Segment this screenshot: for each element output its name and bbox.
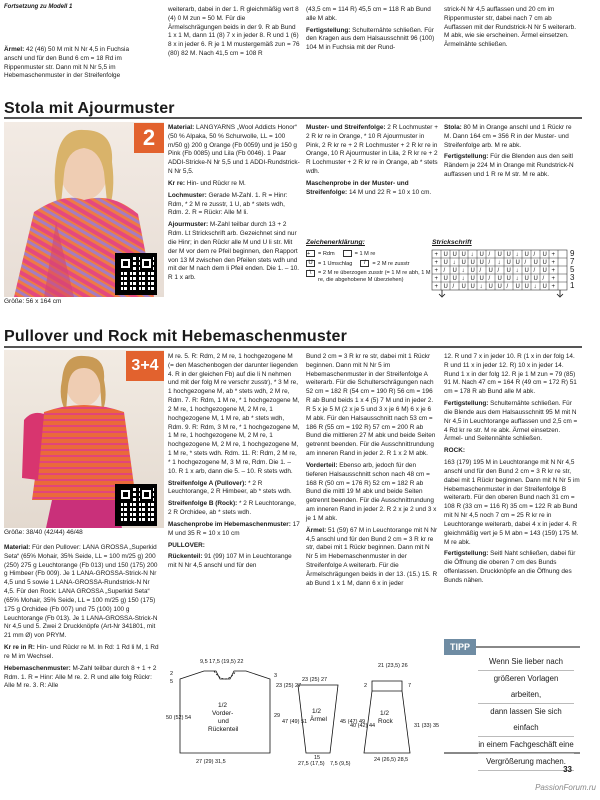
front-back-top-dims: 9,5 17,5 (19,5) 22: [200, 659, 244, 665]
row-label-9: 9: [570, 249, 575, 258]
chart-symbol: +: [551, 276, 556, 283]
paragraph-heading: PULLOVER:: [168, 541, 205, 549]
tipp-line: größeren Vorlagen arbeiten,: [478, 671, 574, 704]
paragraph-text: Hin- und Rückr re M.: [185, 179, 246, 187]
chart-symbol: U: [479, 252, 484, 259]
row-label-1: 1: [570, 281, 575, 290]
sleeve-top: 23 (25) 27: [302, 677, 328, 683]
k2tog-symbol: /: [360, 260, 369, 267]
legend-item-ssk: \ = 2 M re überzogen zusstr (= 1 M re abh, 1 M re, die abgehobene M überziehen): [306, 270, 436, 284]
paragraph-text: * 2 R Leuchtorange, 2 R Himbeer, ab * stets wdh.: [168, 479, 292, 496]
chart-symbol: U: [497, 252, 502, 259]
pullover-col-4: [444, 353, 580, 628]
chart-symbol: /: [542, 276, 545, 283]
stola-col-2: [306, 124, 438, 224]
paragraph-text: M re. 5. R: Rdm, 2 M re, 1 hochgezogene M (= den Maschenbogen der darunter liegenden 4. R in der gleichen Fb) auf die li N nehmen und mit der folg M re verschr zusstr), * 3 M re, 1 hochgezogene M, ab * stets wdh, 2 M re, Rdm. 7. R: Rdm, 1 M re, * 1 hochgezogene M, 2 M re, 1 hochgezogene M, 2 M re, 1 hochgezogene M, 1 M re, ab * stets wdh, Rdm. 9. R: Rdm, 3 M re, * 1 hochgezogene M, 1 M re, 1 hochgezogene M, 2 M re, 1 hochgezogene M, 2 M re, 1 hochgezogene M, 1 M re, * stets wdh. Rdm. 11. R: Rdm, 2 M re, * 1 hochgezogene M, 3 M re, Rdm. Die 1. – 10. R 1 x arb, dann die 5. – 10. R stets wdh.: [168, 353, 300, 475]
chart-symbol: U: [542, 268, 547, 275]
chart-title: Strickschrift: [432, 239, 472, 246]
paragraph-text: 42 (46) 50 M mit N Nr 4,5 in Fuchsia anschl und für den Bund 6 cm = 18 Rd im Rippenmuster str. Dann mit N Nr 5,5 im Hebemaschenmuster in der Streifenfolge: [4, 46, 130, 80]
paragraph-text: (43,5 cm = 114 R) 45,5 cm = 118 R ab Bund alle M abk.: [306, 6, 431, 22]
row-label-3: 3: [570, 273, 575, 282]
paragraph: [168, 553, 300, 571]
paragraph-text: * 2 R Leuchtorange, 2 R Orchidee, ab * stets wdh.: [168, 500, 296, 517]
paragraph: [306, 27, 438, 53]
chart-symbol: ↓: [479, 284, 483, 291]
chart-symbol: U: [470, 260, 475, 267]
paragraph-text: Ebenso arb, jedoch für den tieferen Halsausschnitt schon nach 48 cm = 168 R (50 cm = 176 R) 52 cm = 182 R ab Bund die mittl 19 M abk und beide Seiten getrennt beenden. Für die Ausschnittrundung am inneren Rand in jeder 2. R 2 x je 2 und 3 x je 1 M abk.: [306, 461, 437, 522]
chart-symbol: U: [461, 260, 466, 267]
chart-symbol: U: [443, 276, 448, 283]
paragraph-text: strick-N Nr 4,5 auffassen und 20 cm im Rippenmuster str, dabei nach 7 cm ab Auffassen mit der Rundstrick-N Nr 5 weiterarb. M abk, wie sie erscheinen. Ärmel einsetzen. Ärmelnähte schließen.: [444, 6, 577, 49]
paragraph: [444, 447, 580, 456]
chart-symbol: U: [506, 260, 511, 267]
paragraph-heading: Lochmuster:: [168, 191, 207, 199]
paragraph-heading: Ärmel:: [4, 46, 25, 53]
paragraph-text: weiterarb, dabei in der 1. R gleichmäßig vert 8 (4) 0 M zun = 50 M. Für die Ärmelschrägungen beids in der 9. R ab Bund 1 x 1 M, dann 11 (8) 7 x in jeder 8. R und 1 (6) 8 x in jeder 6. R je 1 M mustergemäß zun = 76 (80) 82 M. Nach 41,5 cm = 108 R: [168, 6, 300, 58]
paragraph: [444, 124, 580, 150]
sleeve-h1: 45 (47) 49: [340, 719, 366, 725]
chart-symbol: U: [542, 252, 547, 259]
chart-symbol: ↓: [497, 260, 501, 267]
chart-symbol: ↓: [452, 260, 456, 267]
chart-symbol: U: [524, 252, 529, 259]
chart-row-labels: [570, 250, 574, 290]
chart-symbol: U: [443, 284, 448, 291]
front-back-label-4: Rückenteil: [208, 726, 239, 733]
sleeve-b1: 27,5 (17,5): [298, 761, 325, 767]
chart-symbol: +: [551, 268, 556, 275]
paragraph-heading: Fertigstellung:: [444, 153, 489, 161]
skirt-schematic: [364, 681, 410, 753]
paragraph: [444, 459, 580, 547]
chart-symbol: /: [497, 268, 500, 275]
chart-symbol: U: [515, 284, 520, 291]
paragraph-text: Bund 2 cm = 3 R kr re str, dabei mit 1 Rückr beginnen. Dann mit N Nr 5 im Hebemaschenmuster in der Streifenfolge A weiterarb. Für die Schulterschrägungen nach 52 cm = 182 R (54 cm = 190 R) 56 cm = 196 R ab Bund beids 1 x 4 (5) 7 M und in jeder 2. R 5 x je 5 M (2 x je 5 und 3 x je 6 M) 6 x je 6 M abk. Für den Halsausschnitt nach 53 cm = 186 R (55 cm = 192 R) 57 cm = 200 R ab Bund die mittleren 27 M abk und beide Seiten getrennt beenden. Für die Ausschnittrundung am inneren Rand in jeder 2. R 1 x 2 M abk.: [306, 353, 436, 458]
chart-symbol: U: [452, 276, 457, 283]
paragraph: [168, 6, 300, 59]
chart-symbol: U: [479, 260, 484, 267]
paragraph: [168, 124, 300, 177]
paragraph-text: Seitl Naht schließen, dabei für die Öffnung die oberen 7 cm des Bunds offenlassen. Druckknöpfe an die Öffnung des Bunds nähen.: [444, 550, 576, 584]
paragraph-text: Gerade M-Zahl. 1. R = Hinr: Rdm, * 2 M re zusstr, 1 U, ab * stets wdh, Rdm. 2. R = Rückr: Alle M li.: [168, 191, 288, 217]
chart-symbol: U: [443, 260, 448, 267]
top-col-4: [444, 6, 580, 121]
skirt-left: 40 (42) 44: [350, 723, 376, 729]
stola-size: Größe: 56 x 164 cm: [4, 298, 62, 305]
chart-symbol: +: [434, 268, 439, 275]
paragraph-heading: Maschenprobe im Hebemaschenmuster:: [168, 520, 291, 528]
legend: [306, 250, 436, 284]
chart-symbol: U: [452, 268, 457, 275]
skirt-side: 7: [408, 683, 412, 689]
tipp-box: [444, 642, 580, 766]
front-back-waist: 27 (29) 31,5: [196, 759, 226, 765]
front-back-height-a: 29: [274, 713, 281, 719]
stola-badge: 2: [134, 123, 164, 153]
chart-symbol: U: [488, 268, 493, 275]
schematics: [166, 657, 440, 767]
row-label-5: 5: [570, 265, 575, 274]
rdm-symbol: +: [306, 250, 315, 257]
paragraph-text: M-Zahl teilbar durch 8 + 1 + 2 Rdm. 1. R = Hinr: Alle M re. 2. R und alle folg Rückr: Alle M re. 3. R: Alle: [4, 664, 157, 690]
paragraph: [168, 192, 300, 218]
pullover-col-1: [4, 544, 162, 764]
pullover-col-2: [168, 353, 300, 655]
chart-symbol: /: [479, 268, 482, 275]
paragraph-heading: Fertigstellung:: [444, 550, 489, 558]
paragraph-heading: ROCK:: [444, 447, 465, 455]
tipp-line: in einem Fachgeschäft eine: [478, 737, 574, 754]
chart-symbol: U: [461, 252, 466, 259]
paragraph: [168, 542, 300, 551]
sleeve-label-1: 1/2: [312, 708, 322, 715]
chart-symbol: U: [542, 284, 547, 291]
paragraph: [306, 6, 438, 24]
chart-symbol: ↓: [515, 276, 519, 283]
paragraph-heading: Vorderteil:: [306, 461, 338, 469]
paragraph-heading: Muster- und Streifenfolge:: [306, 124, 386, 131]
tipp-line: dann lassen Sie sich einfach: [478, 704, 574, 737]
paragraph: [306, 527, 438, 589]
paragraph-text: 51 (59) 67 M in Leuchtorange mit N Nr 4,5 anschl und für den Bund 2 cm = 3 R kr re str, dabei mit 1 Rückr beginnen. Dann mit N Nr 5 im Hebemaschenmuster in der Streifenfolge A weiterarb. Für die Ärmelschrägungen beids in der 13. (15.) 15. R ab Bund 1 x 1 M, dann 6 x in jeder: [306, 526, 438, 587]
page-number: 33: [563, 765, 572, 774]
knitting-chart: [432, 248, 582, 298]
paragraph-heading: Ajourmuster:: [168, 221, 209, 229]
paragraph-heading: Fertigstellung:: [444, 400, 489, 408]
front-back-label-2: Vorder-: [212, 710, 234, 717]
chart-symbol: /: [452, 284, 455, 291]
chart-symbol: U: [470, 284, 475, 291]
chart-symbol: /: [533, 268, 536, 275]
paragraph-text: Hin- und Rückr re M. In Rd: 1 Rd li M, 1 Rd re M im Wechsel.: [4, 644, 159, 660]
chart-symbol: +: [551, 260, 556, 267]
chart-symbol: ↓: [461, 276, 465, 283]
paragraph-heading: Maschenprobe in der Muster- und Streifenfolge:: [306, 179, 409, 196]
paragraph-heading: Streifenfolge B (Rock):: [168, 500, 238, 508]
pullover-title: Pullover und Rock mit Hebemaschenmuster: [4, 328, 348, 345]
paragraph-text: 17 M und 35 R = 10 x 10 cm: [168, 520, 300, 537]
chart-symbol: U: [470, 276, 475, 283]
stola-rule: [4, 117, 582, 119]
pullover-col-3: [306, 353, 438, 655]
skirt-top: 21 (23,5) 26: [378, 663, 408, 669]
chart-symbol: +: [434, 252, 439, 259]
skirt-label-1: 1/2: [380, 710, 390, 717]
paragraph-heading: Hebemaschenmuster:: [4, 664, 71, 672]
chart-symbol: /: [533, 252, 536, 259]
legend-item-knit: = 1 M re: [343, 250, 376, 258]
chart-symbol: /: [488, 252, 491, 259]
pullover-size: Größe: 38/40 (42/44) 46/48: [4, 529, 83, 536]
chart-symbol: U: [524, 284, 529, 291]
front-back-neck: 23 (25) 27: [276, 683, 302, 689]
chart-symbol: +: [551, 252, 556, 259]
skirt-top2: 2: [364, 683, 368, 689]
chart-symbol: U: [515, 260, 520, 267]
chart-symbol: ↓: [515, 252, 519, 259]
paragraph-heading: Ärmel:: [306, 526, 327, 534]
chart-symbol: U: [461, 284, 466, 291]
paragraph-heading: Streifenfolge A (Pullover):: [168, 479, 247, 487]
paragraph: [4, 665, 162, 691]
paragraph: [168, 180, 300, 189]
top-col-2: [168, 6, 300, 121]
pullover-badge: 3+4: [126, 351, 164, 381]
paragraph: [306, 124, 438, 177]
tipp-text: [478, 654, 574, 771]
skirt-label-2: Rock: [378, 718, 393, 725]
paragraph: [444, 353, 580, 397]
chart-symbol: U: [524, 276, 529, 283]
front-back-shoulder: 3: [274, 673, 278, 679]
paragraph-heading: Material:: [4, 544, 31, 551]
row-label-7: 7: [570, 257, 575, 266]
paragraph-heading: Kr re:: [168, 179, 186, 187]
paragraph: [168, 521, 300, 539]
paragraph-text: Für den Pullover: LANA GROSSA „Superkid Seta“ (65% Mohair, 35% Seide, LL = 100 m/25 g) 200 (250) 275 g Leuchtorange (Fb 013) und 150 (175) 200 g Himbeer (Fb 009). Je 1 LANA-GROSSA-Strick-N Nr 4,5 und 5 sowie 1 LANA-GROSSA-Rundstrick-N Nr 4,5. Für den Rock: LANA GROSSA „Superkid Seta“ (65% Mohair, 35% Seide, LL = 100 m/25 g) 150 (175) 175 g Orchidee (Fb 007) und 75 (100) 100 g Leuchtorange (Fb 013). Je 1 LANA-GROSSA-Strick-N Nr 4,5 und 5. Zwei 2 Druckknöpfe (Art-Nr 341801, mit 21 mm Ø) von PRYM.: [4, 544, 158, 640]
front-back-side-b: 5: [170, 679, 174, 685]
skirt-right: 31 (33) 35: [414, 723, 440, 729]
paragraph: [168, 353, 300, 477]
stola-col-3: [444, 124, 580, 224]
continuation-label: Fortsetzung zu Modell 1: [4, 4, 73, 10]
tipp-line: Wenn Sie lieber nach: [478, 654, 574, 671]
chart-symbol: ↓: [533, 284, 537, 291]
paragraph-text: 12. R und 7 x in jeder 10. R (1 x in der folg 14. R und 11 x in jeder 12. R) 10 x in jeder 14. Rund 1 x in der folg 12. R je 1 M zun = 79 (85) 91 M. Nach 47 cm = 164 R (49 cm = 172 R) 51 cm = 178 R ab Bund alle M abk.: [444, 353, 577, 396]
ssk-symbol: \: [306, 270, 315, 277]
paragraph-text: Schulternähte schließen. Für die Blende aus dem Halsausschnitt 95 M mit N Nr 4,5 in Leuchtorange auffassen und 2,5 cm = 4 Rd kr re str. M re abk. Ärmel einsetzen. Ärmel- und Seitennähte schließen.: [444, 400, 578, 443]
chart-symbol: +: [551, 284, 556, 291]
stola-title: Stola mit Ajourmuster: [4, 100, 175, 117]
chart-symbol: +: [434, 260, 439, 267]
paragraph-heading: Kr re in R:: [4, 644, 35, 652]
chart-symbol: U: [506, 276, 511, 283]
paragraph-text: M-Zahl teilbar durch 13 + 2 Rdm. Lt Strickschrift arb. Gezeichnet sind nur die Hinr; in den Rückr alle M und U li str. Mit der M vor dem re Pfeil beginnen, den Rapport von 13 M zwischen den Pfeilen stets wdh und mit der M nach dem li Pfeil enden. Die 1. – 10. R 1 x arb.: [168, 221, 300, 282]
chart-symbol: ↓: [470, 252, 474, 259]
paragraph: [4, 544, 162, 641]
front-back-label-1: 1/2: [218, 702, 228, 709]
paragraph: [4, 644, 162, 662]
paragraph: [306, 462, 438, 524]
paragraph: [168, 221, 300, 283]
chart-symbol: /: [488, 260, 491, 267]
chart-symbol: /: [524, 260, 527, 267]
legend-item-rdm: + = Rdm: [307, 250, 335, 257]
yarnover-symbol: U: [306, 260, 315, 267]
stola-col-1: [168, 124, 300, 312]
stola-qr-code: [115, 253, 157, 295]
front-back-side-a: 2: [170, 671, 174, 677]
chart-symbol: U: [533, 276, 538, 283]
chart-symbol: /: [506, 284, 509, 291]
paragraph: [444, 153, 580, 179]
paragraph-text: LANGYARNS „Wool Addicts Honor“ (50 % Alpaka, 50 % Schurwolle, LL = 100 m/50 g) 200 g Orange (Fb 0059) und je 150 g Pink (Fb 0085) und Lila (Fb 0046). 1 Paar ADDI-Stricke-N Nr 5,5 und 1 ADDI-Rundstrick-N Nr 5,5.: [168, 124, 300, 176]
chart-symbol: U: [488, 284, 493, 291]
legend-item-yarnover: U = 1 Umschlag: [306, 260, 352, 268]
paragraph-heading: Rückenteil:: [168, 553, 203, 561]
site-watermark: PassionForum.ru: [535, 783, 596, 792]
chart-symbol: U: [497, 276, 502, 283]
paragraph: [168, 500, 300, 518]
chart-symbol: U: [470, 268, 475, 275]
paragraph-heading: Stola:: [444, 124, 462, 131]
paragraph-text: 163 (179) 195 M in Leuchtorange mit N Nr 4,5 anschl und für den Bund 2 cm = 3 R kr re str, dabei mit 1 Rückr beginnen. Dann mit N Nr 5 im Hebemaschenmuster in der Streifenfolge B weiterarb. Für den oberen Bund nach 31 cm = 108 R (33 cm = 116 R) 35 cm = 122 R ab Bund mit N Nr 4,5 noch 7 cm = 25 R kr re in Leuchtorange weiterarb, dabei 4 x in jeder 4. R gleichmäßig vert je 5 M abn = 143 (159) 175 M. M re abk.: [444, 459, 580, 546]
chart-symbol: U: [542, 260, 547, 267]
top-col-3: [306, 6, 438, 121]
legend-title: Zeichenerklärung:: [306, 239, 365, 246]
paragraph-text: 91 (99) 107 M in Leuchtorange mit N Nr 4,5 anschl und für den: [168, 553, 292, 570]
paragraph-text: 14 M und 22 R = 10 x 10 cm.: [347, 188, 432, 196]
chart-symbol: U: [452, 252, 457, 259]
paragraph: [306, 180, 438, 198]
knit-symbol: [343, 250, 352, 257]
paragraph-text: Schulternähte schließen. Für den Kragen aus dem Halsausschnitt 96 (100) 104 M in Fuchsia mit der Rund-: [306, 26, 435, 52]
paragraph: [444, 550, 580, 585]
chart-symbol: /: [488, 276, 491, 283]
chart-symbol: U: [506, 268, 511, 275]
paragraph: [168, 480, 300, 498]
paragraph: [306, 353, 438, 459]
front-back-label-3: und: [218, 718, 229, 725]
paragraph-heading: Material:: [168, 124, 195, 131]
front-back-left-dims: 50 (52) 54: [166, 715, 192, 721]
skirt-bottom: 24 (26,5) 28,5: [374, 757, 409, 763]
tipp-label: TIPP: [444, 639, 476, 655]
chart-symbol: +: [434, 276, 439, 283]
legend-item-k2tog: / = 2 M re zusstr: [360, 260, 409, 268]
chart-symbol: U: [533, 260, 538, 267]
chart-symbol: U: [443, 252, 448, 259]
tipp-line: Vergrößerung machen.: [478, 754, 574, 771]
sleeve-label-2: Ärmel: [310, 716, 327, 723]
paragraph-text: 80 M in Orange anschl und 1 Rückr re M. Dann 164 cm = 356 R in der Muster- und Streifenfolge arb. M re abk.: [444, 124, 572, 149]
chart-symbol: U: [479, 276, 484, 283]
chart-symbol: U: [497, 284, 502, 291]
chart-symbol: /: [443, 268, 446, 275]
pullover-qr-code: [115, 484, 157, 526]
paragraph: [4, 46, 140, 81]
pullover-rule: [4, 346, 582, 348]
paragraph: [444, 6, 580, 50]
paragraph-text: Für die Blenden aus den seitl Rändern je 224 M in Orange mit Rundstrick-N auffassen und 1 R re M str. M re abk.: [444, 153, 574, 179]
chart-symbol: ↓: [515, 268, 519, 275]
chart-symbol: U: [524, 268, 529, 275]
paragraph-heading: Fertigstellung:: [306, 26, 351, 34]
sleeve-b2: 7,5 (9,5): [330, 761, 351, 767]
chart-symbol: +: [434, 284, 439, 291]
chart-symbol: U: [506, 252, 511, 259]
sleeve-bottom: 15: [314, 755, 321, 761]
paragraph-text: 2 R Lochmuster + 2 R kr re in Orange, * 10 R Ajourmuster in Pink, 2 R kr re + 2 R Lochmuster + 2 R kr re in Orange, 10 R Ajourmuster in Lila, 2 R kr re + 2 R Lochmuster + 2 R kr re in Orange, ab * stets wdh.: [306, 124, 438, 176]
paragraph: [444, 400, 580, 444]
sleeve-left: 47 (49) 51: [282, 719, 308, 725]
chart-symbol: ↓: [461, 268, 465, 275]
